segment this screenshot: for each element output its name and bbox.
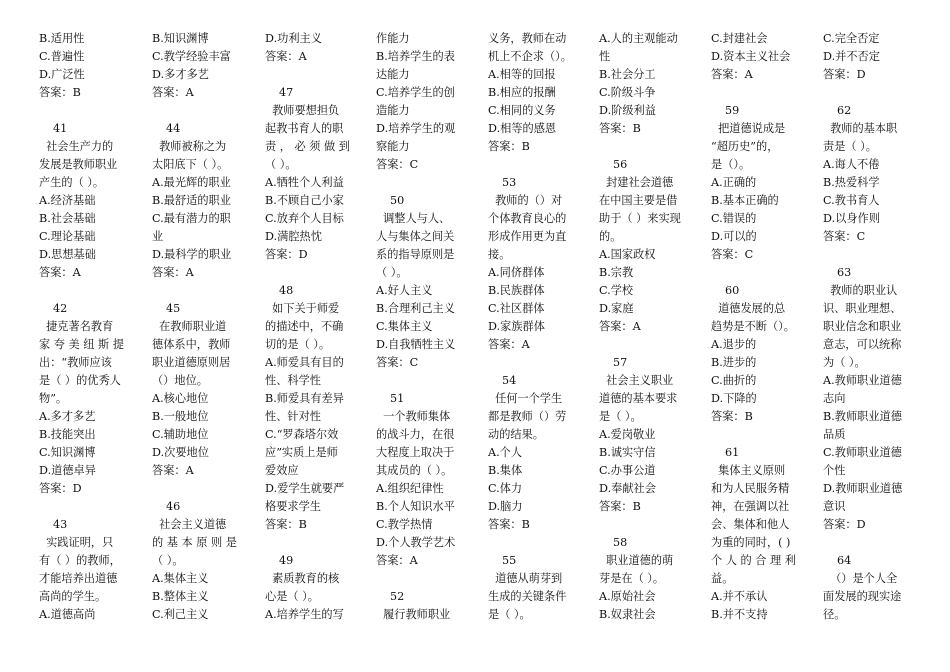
question-text-line: 封建社会道德 [599,176,674,189]
option-line: D.可以的 [711,230,757,243]
option-line: A.道德高尚 [39,608,96,621]
question-text-line: 社会主义道德 [152,518,227,531]
answer-line: 答案：A [376,554,418,567]
option-line: A.集体主义 [152,572,209,585]
option-line: B.集体 [488,464,523,477]
question-text-line: 职业道德的萌 [599,554,674,567]
question-text-line: 在中国主要是借 [599,194,678,207]
question-text-line: 是（ ）。 [599,410,642,423]
option-line: B.民族群体 [488,284,545,297]
question-number: 46 [166,500,181,513]
question-text-line: 芽是在（ ）。 [599,572,665,585]
option-line: C.错误的 [711,212,757,225]
question-text-line: 神，在强调以社 [711,500,790,513]
option-line: C.集体主义 [376,320,433,333]
option-line: B.个人知识水平 [376,500,455,513]
option-line: B.合理利己主义 [376,302,455,315]
option-line: D.阶级利益 [599,104,656,117]
blank-line [599,138,703,156]
option-line: C.“罗森塔尔效 [265,428,339,441]
option-line: B.基本正确的 [711,194,779,207]
question-number: 56 [613,158,628,171]
question-text-line: 在教师职业道 [152,320,227,333]
question-text-line: 意识 [823,500,846,513]
question-text-line: 性 [599,50,611,63]
answer-line: 答案：B [488,140,530,153]
option-line: A.核心地位 [152,392,209,405]
question-number: 60 [725,284,740,297]
question-text-line: 履行教师职业 [376,608,451,621]
question-number: 62 [837,104,852,117]
option-line: D.最科学的职业 [152,248,232,261]
question-text-line: 造能力 [376,104,410,117]
option-line: D.并不否定 [823,50,880,63]
question-text-line: 切的是（ ）。 [265,338,331,351]
question-text-line: 集体主义原则 [711,464,786,477]
option-line: C.知识渊博 [39,446,96,459]
blank-line [711,264,815,282]
answer-line: 答案：A [599,320,641,333]
question-text-line: 发展是教师职业 [39,158,118,171]
option-line: B.相应的报酬 [488,86,556,99]
question-text-line: 心是（ ）。 [265,590,319,603]
question-text-line: 机上不企求（）。 [488,50,572,63]
blank-line [488,534,592,552]
option-line: B.教师职业道德 [823,410,902,423]
answer-line: 答案：B [711,410,753,423]
option-line: C.教学经验丰富 [152,50,231,63]
option-line: D.思想基础 [39,248,96,261]
question-text-line: 意志，可以统称 [823,338,902,351]
answer-line: 答案：A [152,266,194,279]
option-line: A.多才多艺 [39,410,96,423]
option-line: C.体力 [488,482,523,495]
question-text-line: 格要求学生 [265,500,321,513]
question-number: 47 [279,86,294,99]
option-line: C.完全否定 [823,32,880,45]
question-number: 54 [502,374,517,387]
question-text-line: 的。 [599,230,622,243]
text-column-5 [488,30,592,624]
text-column-6 [599,30,703,624]
question-text-line: “超历史”的， [711,140,779,153]
question-text-line: 社会主义职业 [599,374,674,387]
question-number: 61 [725,446,740,459]
option-line: B.不顾自己小家 [265,194,344,207]
option-line: B.热爱科学 [823,176,880,189]
question-text-line: 职业信念和职业 [823,320,902,333]
option-line: A.退步的 [711,338,757,351]
question-text-line: 教师被称之为 [152,140,227,153]
option-line: A.相等的回报 [488,68,556,81]
question-text-line: 生成的关键条件 [488,590,567,603]
option-line: C.封建社会 [711,32,768,45]
option-line: D.道德卓异 [39,464,96,477]
question-text-line: 爱效应 [265,464,299,477]
question-text-line: 出：“教师应该 [39,356,112,369]
option-line: A.诲人不倦 [823,158,880,171]
question-text-line: 道德的基本要求 [599,392,678,405]
question-text-line: 德体系中，教师 [152,338,231,351]
text-column-8 [823,30,927,624]
option-line: A.国家政权 [599,248,656,261]
question-text-line: 太阳底下（ ）。 [152,158,229,171]
answer-line: 答案：D [823,518,866,531]
option-line: A.师爱具有目的 [265,356,344,369]
option-line: D.资本主义社会 [711,50,791,63]
question-text-line: 的描述中，不确 [265,320,344,333]
blank-line [265,264,369,282]
option-line: A.爱岗敬业 [599,428,656,441]
option-line: D.家庭 [599,302,634,315]
question-text-line: 性、针对性 [265,410,321,423]
question-number: 59 [725,104,740,117]
question-text-line: 助于（ ）来实现 [599,212,681,225]
question-text-line: 个性 [823,464,846,477]
question-text-line: 人与集体之间关 [376,230,455,243]
option-line: D.自我牺牲主义 [376,338,456,351]
question-text-line: （）是个人全 [823,572,898,585]
question-text-line: 形成作用更为直 [488,230,567,243]
option-line: A.教师职业道德 [823,374,902,387]
blank-line [265,534,369,552]
answer-line: 答案：B [599,500,641,513]
question-text-line: 把道德说成是 [711,122,786,135]
question-text-line: 个 人 的 合 理 利 [711,554,796,567]
question-number: 50 [390,194,405,207]
question-text-line: 产生的（ ）。 [39,176,105,189]
option-line: A.组织纪律性 [376,482,444,495]
option-line: B.进步的 [711,356,757,369]
option-line: D.次要地位 [152,446,209,459]
question-text-line: 其成员的（ ）。 [376,464,453,477]
answer-line: 答案：D [265,248,308,261]
question-text-line: 应”实质上是师 [265,446,338,459]
option-line: D.个人教学艺术 [376,536,456,549]
question-text-line: 职业道德原则居 [152,356,231,369]
blank-line [488,354,592,372]
question-text-line: 达能力 [376,68,410,81]
option-line: A.牺牲个人利益 [265,176,344,189]
question-text-line: 教师要想担负 [265,104,340,117]
blank-line [39,282,143,300]
question-text-line: 个体教育良心的 [488,212,567,225]
question-number: 43 [53,518,68,531]
option-line: C.相同的义务 [488,104,556,117]
question-text-line: 责是（ ）。 [823,140,877,153]
question-text-line: 系的指导原则是 [376,248,455,261]
option-line: B.社会基础 [39,212,96,225]
question-number: 58 [613,536,628,549]
option-line: C.培养学生的创 [376,86,455,99]
question-text-line: 径。 [823,608,846,621]
question-text-line: 的 基 本 原 则 是 [152,536,237,549]
question-number: 44 [166,122,181,135]
option-line: B.培养学生的表 [376,50,455,63]
answer-line: 答案：B [265,518,307,531]
question-text-line: 家 夸 美 纽 斯 提 [39,338,124,351]
question-text-line: 实践证明，只 [39,536,114,549]
option-line: B.适用性 [39,32,85,45]
option-line: D.奉献社会 [599,482,656,495]
question-text-line: 是（ ）。 [488,608,531,621]
text-column-4 [376,30,480,624]
answer-line: 答案：A [152,464,194,477]
question-number: 41 [53,122,68,135]
option-line: D.培养学生的观 [376,122,456,135]
option-line: C.教学热情 [376,518,433,531]
option-line: A.原始社会 [599,590,656,603]
question-text-line: 性、科学性 [265,374,321,387]
question-text-line: 识、职业理想、 [823,302,902,315]
answer-line: 答案：D [823,68,866,81]
question-text-line: 察能力 [376,140,410,153]
answer-line: 答案：A [488,338,530,351]
question-number: 51 [390,392,405,405]
option-line: A.好人主义 [376,284,433,297]
text-column-7 [711,30,815,624]
blank-line [39,498,143,516]
option-line: B.宗教 [599,266,634,279]
question-text-line: 责 ， 必 须 做 到 [265,140,350,153]
option-line: B.知识渊博 [152,32,209,45]
question-number: 42 [53,302,68,315]
option-line: A.经济基础 [39,194,96,207]
blank-line [823,246,927,264]
question-text-line: 道德发展的总 [711,302,786,315]
blank-line [152,282,256,300]
option-line: C.社区群体 [488,302,545,315]
question-text-line: 为重的同时，( ) [711,536,791,549]
question-text-line: 义务，教师在动 [488,32,567,45]
option-line: C.理论基础 [39,230,96,243]
question-number: 64 [837,554,852,567]
question-text-line: 和为人民服务精 [711,482,790,495]
question-text-line: 有（ ）的教师， [39,554,121,567]
option-line: C.放弃个人目标 [265,212,344,225]
question-text-line: 教师的（）对 [488,194,563,207]
question-number: 57 [613,356,628,369]
option-line: C.教师职业道德 [823,446,902,459]
option-line: D.以身作则 [823,212,880,225]
question-text-line: 教师的基本职 [823,122,898,135]
question-text-line: 为（ ）。 [823,356,866,369]
answer-line: 答案：A [152,86,194,99]
question-text-line: 是（ ）的优秀人 [39,374,121,387]
question-text-line: 会、集体和他人 [711,518,790,531]
question-text-line: 业 [152,230,164,243]
blank-line [265,66,369,84]
answer-line: 答案：B [39,86,81,99]
option-line: B.师爱具有差异 [265,392,344,405]
question-number: 52 [390,590,405,603]
question-text-line: 的战斗力，在很 [376,428,455,441]
option-line: D.多才多艺 [152,68,209,81]
option-line: C.辅助地位 [152,428,209,441]
question-text-line: 调整人与人、 [376,212,451,225]
question-text-line: 是（）。 [711,158,751,171]
question-number: 48 [279,284,294,297]
option-line: D.家族群体 [488,320,545,333]
option-line: A.最光辉的职业 [152,176,231,189]
answer-line: 答案：A [711,68,753,81]
answer-line: 答案：C [376,158,419,171]
question-number: 63 [837,266,852,279]
option-line: B.奴隶社会 [599,608,656,621]
blank-line [152,480,256,498]
question-text-line: （ ）。 [265,158,297,171]
option-line: B.社会分工 [599,68,656,81]
blank-line [376,570,480,588]
question-text-line: 如下关于师爱 [265,302,340,315]
option-line: B.最舒适的职业 [152,194,231,207]
answer-line: 答案：C [376,356,419,369]
question-text-line: 才能培养出道德 [39,572,118,585]
question-text-line: （）地位。 [152,374,208,387]
question-text-line: 接。 [488,248,511,261]
blank-line [376,372,480,390]
answer-line: 答案：B [599,122,641,135]
question-number: 55 [502,554,517,567]
answer-line: 答案：C [823,230,866,243]
question-text-line: 大程度上取决于 [376,446,455,459]
option-line: C.最有潜力的职 [152,212,231,225]
option-line: C.曲折的 [711,374,757,387]
option-line: D.爱学生就要严 [265,482,345,495]
answer-line: 答案：D [39,482,82,495]
option-line: B.并不支持 [711,608,768,621]
option-line: B.一般地位 [152,410,209,423]
option-line: D.脑力 [488,500,523,513]
option-line: D.教师职业道德 [823,482,903,495]
question-text-line: 志向 [823,392,846,405]
question-number: 45 [166,302,181,315]
option-line: A.人的主观能动 [599,32,678,45]
question-text-line: 素质教育的核 [265,572,340,585]
option-line: C.办事公道 [599,464,656,477]
option-line: A.同侪群体 [488,266,545,279]
option-line: D.功利主义 [265,32,322,45]
blank-line [711,84,815,102]
blank-line [823,534,927,552]
question-text-line: 动的结果。 [488,428,544,441]
option-line: B.技能突出 [39,428,96,441]
option-line: C.教书育人 [823,194,880,207]
option-line: C.阶级斗争 [599,86,656,99]
question-text-line: （ ）。 [152,554,184,567]
blank-line [376,174,480,192]
blank-line [488,156,592,174]
answer-line: 答案：A [265,50,307,63]
question-text-line: 品质 [823,428,846,441]
option-line: C.学校 [599,284,634,297]
text-column-1 [39,30,143,624]
option-line: A.个人 [488,446,523,459]
blank-line [711,426,815,444]
question-number: 49 [279,554,294,567]
question-text-line: 教师的职业认 [823,284,898,297]
answer-line: 答案：B [488,518,530,531]
text-column-3 [265,30,369,624]
question-text-line: 一个教师集体 [376,410,451,423]
blank-line [599,336,703,354]
option-line: C.普遍性 [39,50,85,63]
question-text-line: 作能力 [376,32,410,45]
question-number: 53 [502,176,517,189]
question-text-line: 捷克著名教育 [39,320,114,333]
option-line: D.满腔热忱 [265,230,322,243]
question-text-line: 益。 [711,572,734,585]
option-line: B.诚实守信 [599,446,656,459]
text-column-2 [152,30,256,624]
question-text-line: 都是教师（）劳 [488,410,567,423]
question-text-line: 起教书育人的职 [265,122,344,135]
option-line: A.并不承认 [711,590,768,603]
blank-line [823,84,927,102]
question-text-line: 高尚的学生。 [39,590,107,603]
blank-line [39,102,143,120]
question-text-line: 面发展的现实途 [823,590,902,603]
option-line: D.相等的感恩 [488,122,557,135]
question-text-line: 趋势是不断（）。 [711,320,795,333]
question-text-line: 物”。 [39,392,68,405]
blank-line [599,516,703,534]
option-line: A.培养学生的写 [265,608,344,621]
question-text-line: 道德从萌芽到 [488,572,563,585]
question-text-line: （ ）。 [376,266,408,279]
option-line: C.利己主义 [152,608,209,621]
option-line: A.正确的 [711,176,757,189]
question-text-line: 任何一个学生 [488,392,563,405]
blank-line [152,102,256,120]
answer-line: 答案：C [711,248,754,261]
option-line: D.下降的 [711,392,757,405]
option-line: D.广泛性 [39,68,85,81]
option-line: B.整体主义 [152,590,209,603]
question-text-line: 社会生产力的 [39,140,114,153]
answer-line: 答案：A [39,266,81,279]
